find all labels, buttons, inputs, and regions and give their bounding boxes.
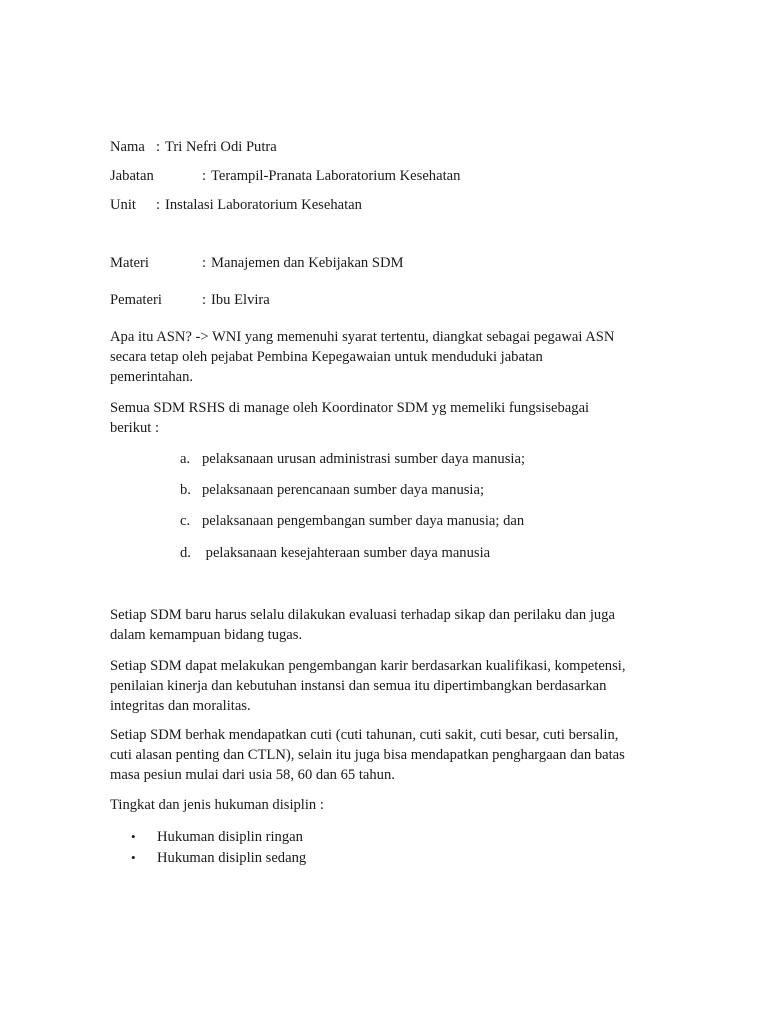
paragraph-line: Tingkat dan jenis hukuman disiplin :: [110, 797, 324, 813]
paragraph-line: Apa itu ASN? -> WNI yang memenuhi syarat tertentu, diangkat sebagai pegawai ASN: [110, 329, 615, 345]
field-jabatan-separator: :: [202, 168, 207, 184]
list-item: pelaksanaan urusan administrasi sumber daya manusia;: [202, 451, 525, 467]
paragraph-line: Setiap SDM dapat melakukan pengembangan karir berdasarkan kualifikasi, kompetensi,: [110, 658, 626, 674]
paragraph-line: secara tetap oleh pejabat Pembina Kepegawaian untuk menduduki jabatan: [110, 349, 543, 365]
field-materi-value: Manajemen dan Kebijakan SDM: [211, 255, 404, 271]
paragraph-line: Semua SDM RSHS di manage oleh Koordinator SDM yg memeliki fungsisebagai: [110, 400, 590, 416]
field-unit-value: Instalasi Laboratorium Kesehatan: [165, 197, 362, 213]
bullet-item: Hukuman disiplin sedang: [157, 850, 307, 866]
paragraph-line: cuti alasan penting dan CTLN), selain itu juga bisa mendapatkan penghargaan dan batas: [110, 747, 625, 763]
paragraph-line: penilaian kinerja dan kebutuhan instansi dan semua itu dipertimbangkan berdasarkan: [110, 678, 607, 694]
field-nama-value: Tri Nefri Odi Putra: [165, 139, 277, 155]
field-pemateri-separator: :: [202, 292, 207, 308]
field-nama-label: Nama: [110, 139, 145, 155]
paragraph-line: Setiap SDM baru harus selalu dilakukan evaluasi terhadap sikap dan perilaku dan juga: [110, 607, 615, 623]
paragraph-asn: [110, 327, 670, 387]
field-pemateri-value: Ibu Elvira: [211, 292, 270, 308]
list-item: pelaksanaan kesejahteraan sumber daya manusia: [202, 545, 491, 561]
list-marker: a.: [180, 451, 191, 467]
field-pemateri-label: Pemateri: [110, 292, 162, 308]
paragraph-line: dalam kemampuan bidang tugas.: [110, 627, 303, 643]
bullet-item: Hukuman disiplin ringan: [157, 829, 303, 845]
paragraph-line: berikut :: [110, 420, 160, 436]
bullet-marker: •: [131, 850, 136, 865]
paragraph-sdm: [110, 398, 670, 438]
field-jabatan-value: Terampil-Pranata Laboratorium Kesehatan: [211, 168, 461, 184]
paragraph-line: Setiap SDM berhak mendapatkan cuti (cuti tahunan, cuti sakit, cuti besar, cuti bersalin,: [110, 727, 619, 743]
paragraph-cuti: [110, 725, 670, 785]
paragraph-karir: [110, 656, 670, 716]
list-marker: b.: [180, 482, 191, 498]
field-materi-separator: :: [202, 255, 207, 271]
paragraph-hukuman-intro: [110, 795, 670, 815]
field-unit-label: Unit: [110, 197, 136, 213]
list-marker: d.: [180, 545, 191, 561]
bullet-marker: •: [131, 829, 136, 844]
field-unit-separator: :: [156, 197, 161, 213]
field-jabatan-label: Jabatan: [110, 168, 154, 184]
list-item: pelaksanaan perencanaan sumber daya manusia;: [202, 482, 485, 498]
paragraph-line: integritas dan moralitas.: [110, 698, 251, 714]
field-materi-label: Materi: [110, 255, 149, 271]
paragraph-line: masa pesiun mulai dari usia 58, 60 dan 65 tahun.: [110, 767, 395, 783]
paragraph-line: pemerintahan.: [110, 369, 194, 385]
field-nama-separator: :: [156, 139, 161, 155]
paragraph-evaluasi: [110, 605, 670, 645]
list-item: pelaksanaan pengembangan sumber daya manusia; dan: [202, 513, 525, 529]
list-marker: c.: [180, 513, 191, 529]
